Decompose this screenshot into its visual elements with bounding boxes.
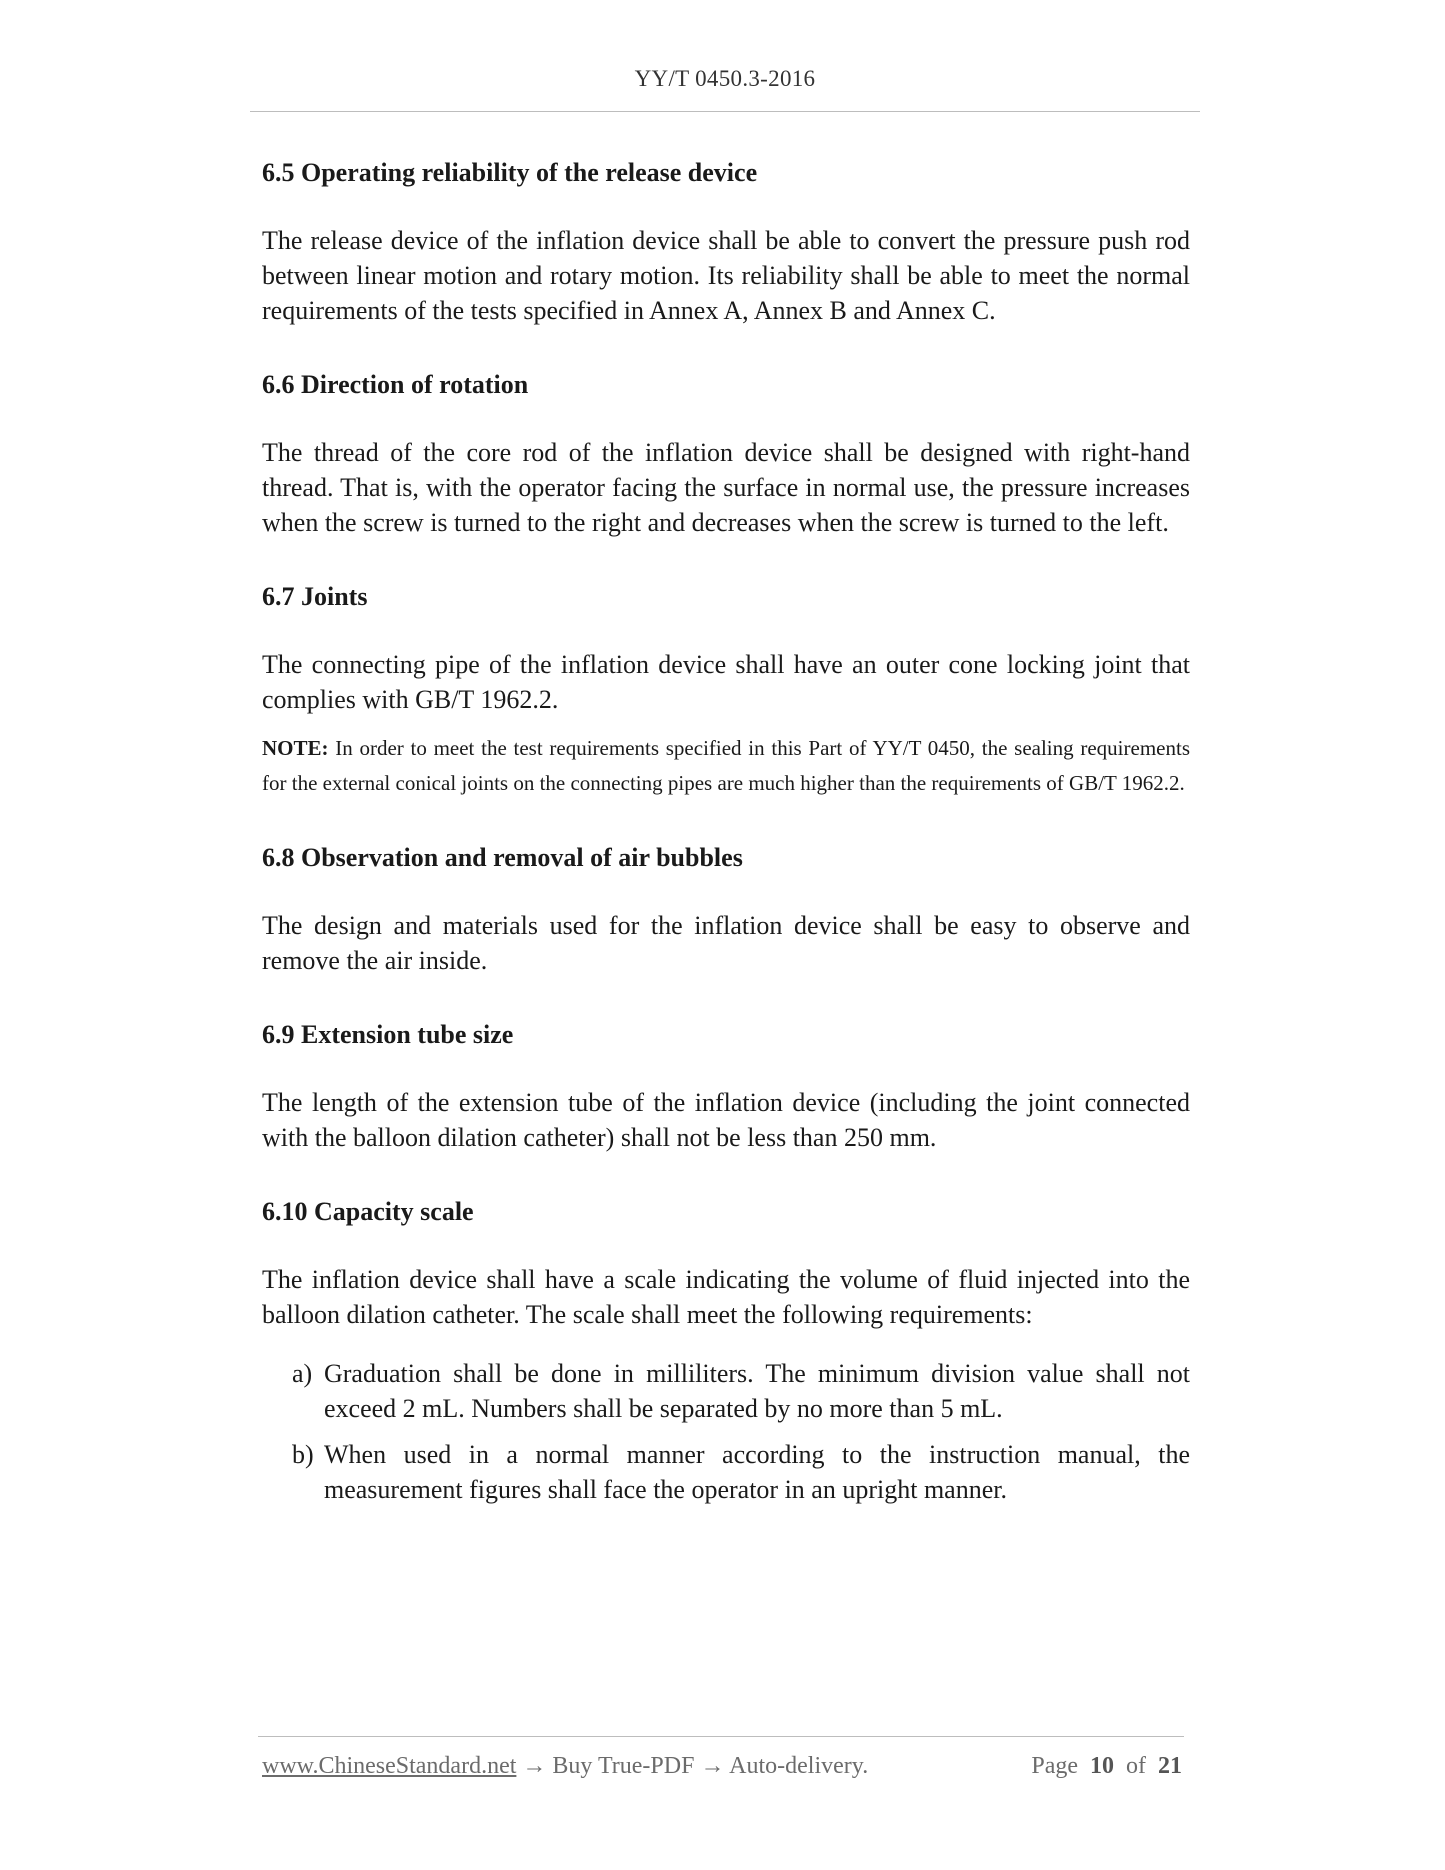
section-6-6	[262, 368, 1190, 540]
arrow-right-icon: →	[522, 1753, 547, 1779]
page-number	[1031, 1753, 1182, 1780]
note	[262, 731, 1190, 801]
section-paragraph: The thread of the core rod of the inflation device shall be designed with right-hand thread. That is, with the operator facing the surface in normal use, the pressure increases when the screw is turned to the right and decreases when the screw is turned to the left.	[262, 438, 1190, 537]
section-heading: 6.5 Operating reliability of the release device	[262, 158, 758, 187]
section-heading: 6.10 Capacity scale	[262, 1197, 474, 1226]
page-footer	[262, 1753, 1182, 1780]
list-marker: b)	[292, 1440, 314, 1469]
section-paragraph: The design and materials used for the inflation device shall be easy to observe and remove the air inside.	[262, 911, 1190, 975]
section-6-9	[262, 1018, 1190, 1155]
note-text: In order to meet the test requirements specified in this Part of YY/T 0450, the sealing requirements for the external conical joints on the connecting pipes are much higher than the requirements of GB/T 1962.2.	[262, 736, 1190, 795]
list-item-text: Graduation shall be done in milliliters. The minimum division value shall not exceed 2 mL. Numbers shall be separated by no more than 5 mL.	[324, 1359, 1190, 1423]
section-paragraph: The length of the extension tube of the inflation device (including the joint connected with the balloon dilation catheter) shall not be less than 250 mm.	[262, 1088, 1190, 1152]
header-divider	[250, 111, 1200, 112]
list-item-text: When used in a normal manner according to the instruction manual, the measurement figures shall face the operator in an upright manner.	[324, 1440, 1190, 1504]
section-paragraph: The release device of the inflation device shall be able to convert the pressure push rod between linear motion and rotary motion. Its reliability shall be able to meet the normal requirements of the tests specified in Annex A, Annex B and Annex C.	[262, 226, 1190, 325]
list-item	[262, 1437, 1190, 1507]
of-label: of	[1126, 1753, 1146, 1779]
section-paragraph: The connecting pipe of the inflation device shall have an outer cone locking joint that complies with GB/T 1962.2.	[262, 650, 1190, 714]
list-item	[262, 1356, 1190, 1426]
section-paragraph: The inflation device shall have a scale indicating the volume of fluid injected into the balloon dilation catheter. The scale shall meet the following requirements:	[262, 1265, 1190, 1329]
page-header: YY/T 0450.3-2016	[634, 66, 816, 91]
delivery-text: Auto-delivery.	[729, 1753, 869, 1779]
section-heading: 6.8 Observation and removal of air bubbles	[262, 843, 743, 872]
section-6-10	[262, 1195, 1190, 1507]
arrow-right-icon: →	[700, 1753, 725, 1779]
section-heading: 6.9 Extension tube size	[262, 1020, 514, 1049]
buy-text: Buy True-PDF	[552, 1753, 695, 1779]
page-current: 10	[1090, 1753, 1114, 1779]
note-label: NOTE:	[262, 736, 329, 760]
page-label: Page	[1031, 1753, 1078, 1779]
section-heading: 6.6 Direction of rotation	[262, 370, 529, 399]
footer-divider	[258, 1736, 1184, 1737]
page-total: 21	[1158, 1753, 1182, 1779]
list-marker: a)	[292, 1359, 313, 1388]
section-6-7	[262, 580, 1190, 801]
section-6-5	[262, 156, 1190, 328]
section-6-8	[262, 841, 1190, 978]
section-heading: 6.7 Joints	[262, 582, 368, 611]
site-link[interactable]: www.ChineseStandard.net	[262, 1753, 517, 1779]
document-body	[262, 156, 1190, 1534]
